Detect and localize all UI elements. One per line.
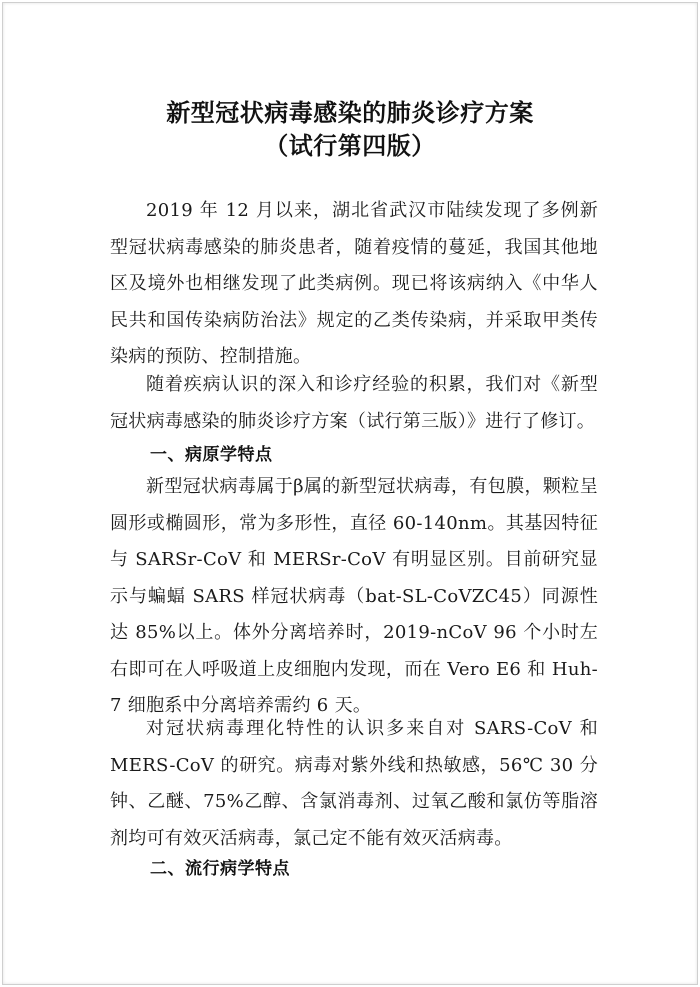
paragraph-physicochemical: 对冠状病毒理化特性的认识多来自对 SARS-CoV 和 MERS-CoV 的研究。病毒对紫外线和热敏感，56℃ 30 分钟、乙醚、75%乙醇、含氯消毒剂、过氧乙酸和氯仿等脂溶剂均可有效灭活病毒，氯己定不能有效灭活病毒。	[110, 718, 598, 849]
section-heading-epidemiology: 二、流行病学特点	[150, 859, 290, 879]
document-subtitle: （试行第四版）	[264, 132, 436, 160]
paragraph-intro: 2019 年 12 月以来，湖北省武汉市陆续发现了多例新型冠状病毒感染的肺炎患者，随着疫情的蔓延，我国其他地区及境外也相继发现了此类病例。现已将该病纳入《中华人民共和国传染病防治法》规定的乙类传染病，并采取甲类传染病的预防、控制措施。	[110, 200, 598, 367]
paragraph-revision: 随着疾病认识的深入和诊疗经验的积累，我们对《新型冠状病毒感染的肺炎诊疗方案（试行第三版）》进行了修订。	[110, 374, 598, 432]
paragraph-virus-characteristics: 新型冠状病毒属于β属的新型冠状病毒，有包膜，颗粒呈圆形或椭圆形，常为多形性，直径 60-140nm。其基因特征与 SARSr-CoV 和 MERSr-CoV 有明显区别。目前研究显示与蝙蝠 SARS 样冠状病毒（bat-SL-CoVZC45）同源性达 85%以上。体外分离培养时，2019-nCoV 96 个小时左右即可在人呼吸道上皮细胞内发现，而在 Vero E6 和 Huh-7 细胞系中分离培养需约 6 天。	[110, 476, 598, 716]
document-title: 新型冠状病毒感染的肺炎诊疗方案	[166, 99, 534, 127]
section-heading-etiology: 一、病原学特点	[150, 445, 273, 465]
